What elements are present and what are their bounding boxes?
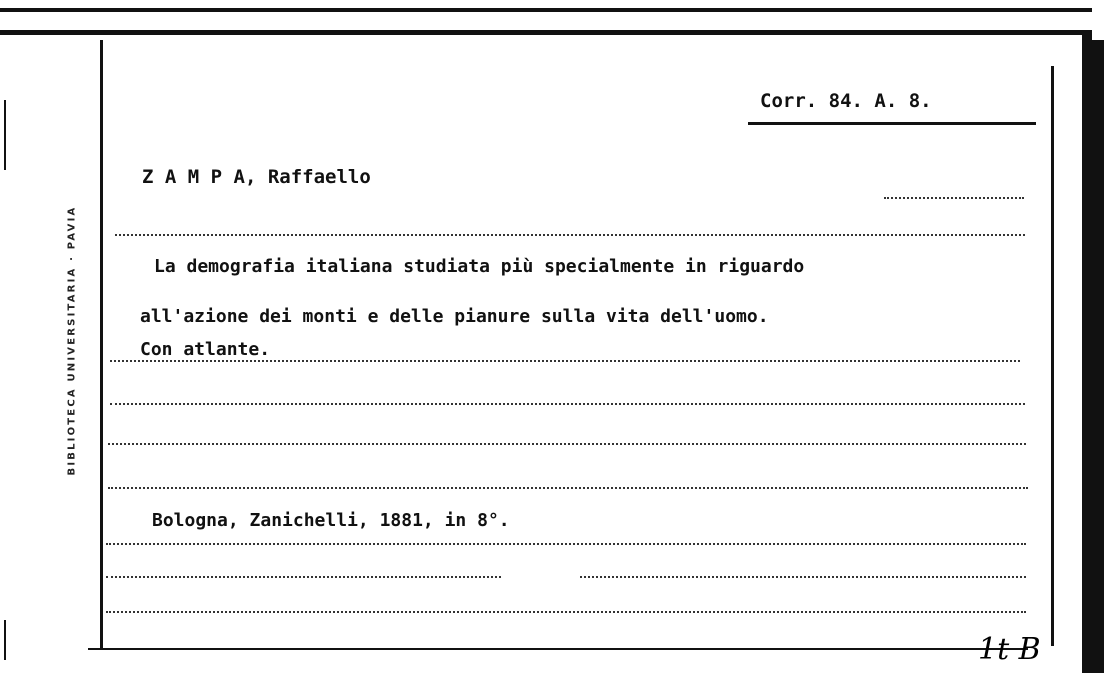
- dotted-rule: [106, 611, 1026, 613]
- title-line-1: La demografia italiana studiata più specialmente in riguardo: [154, 256, 805, 277]
- left-margin-rule: [100, 40, 103, 650]
- author-heading: Z A M P A, Raffaello: [142, 166, 371, 188]
- library-stamp: BIBLIOTECA UNIVERSITARIA · PAVIA: [66, 205, 78, 476]
- dotted-rule: [106, 543, 1026, 545]
- imprint: Bologna, Zanichelli, 1881, in 8°.: [152, 510, 516, 531]
- right-edge-shadow: [1082, 30, 1104, 673]
- dotted-rule: [884, 197, 1024, 199]
- left-scan-mark: [4, 100, 6, 170]
- right-margin-rule: [1051, 66, 1054, 646]
- bottom-rule: [88, 648, 1028, 650]
- title-line-3: Con atlante.: [140, 339, 274, 360]
- title-line-2: all'azione dei monti e delle pianure sulla vita dell'uomo.: [140, 306, 769, 327]
- dotted-rule: [108, 487, 1028, 489]
- shelfmark-underline: [748, 122, 1036, 125]
- handwritten-note: 1t B: [978, 632, 1041, 667]
- left-scan-mark-lower: [4, 620, 6, 660]
- shelfmark: Corr. 84. A. 8.: [760, 90, 932, 112]
- dotted-rule: [108, 443, 1026, 445]
- dotted-rule: [110, 403, 1025, 405]
- dotted-rule: [106, 576, 501, 578]
- dotted-rule: [110, 360, 1020, 362]
- top-border: [0, 8, 1092, 12]
- dotted-rule: [580, 576, 1026, 578]
- dotted-rule: [115, 234, 1025, 236]
- top-border-inner: [0, 30, 1092, 35]
- right-edge-light: [1092, 0, 1104, 40]
